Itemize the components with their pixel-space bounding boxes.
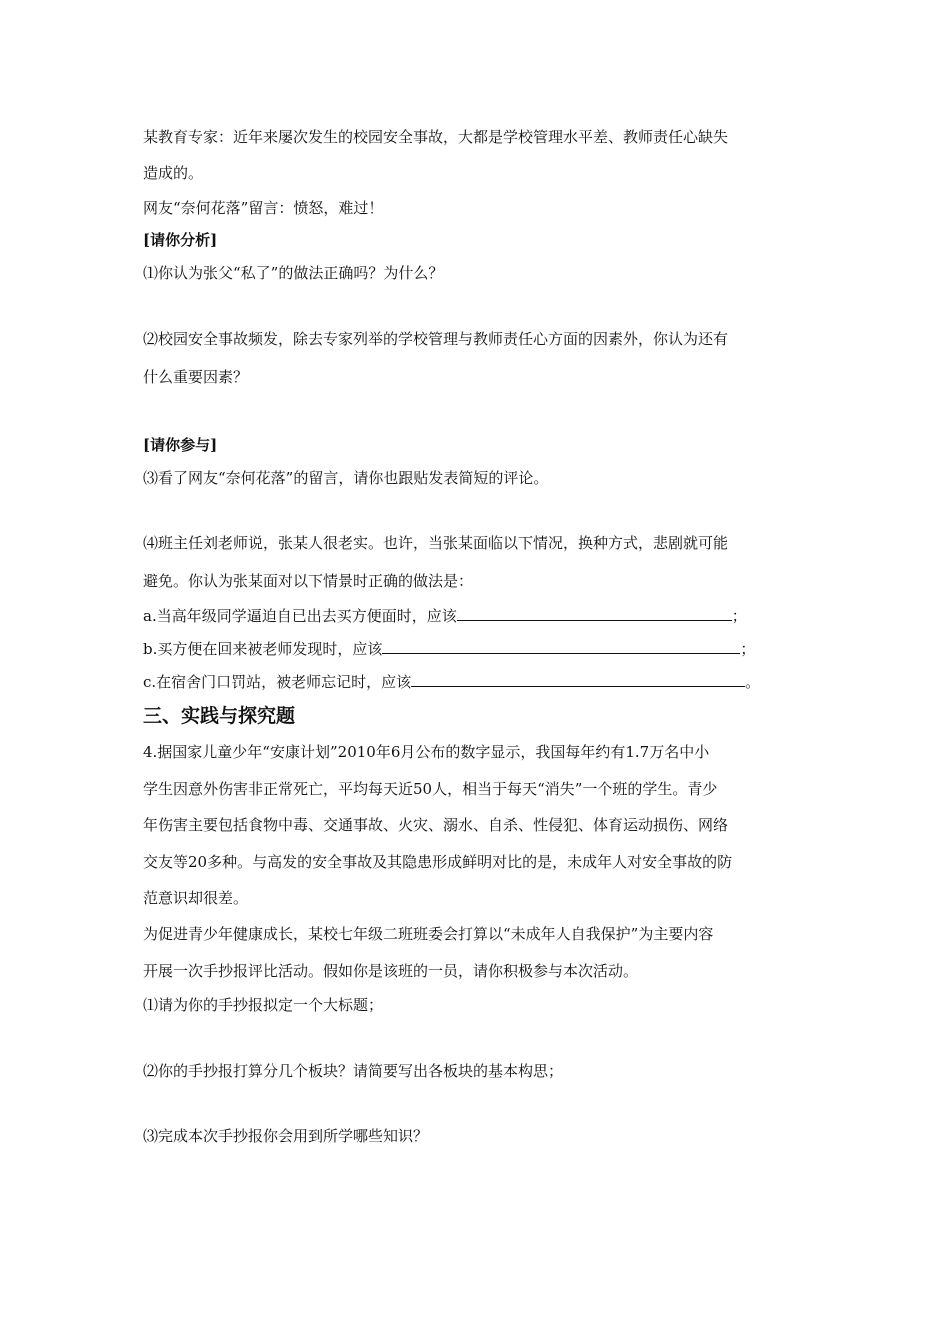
participation-question-4-line-1: ⑷班主任刘老师说，张某人很老实。也许，当张某面临以下情况，换种方式，悲剧就可能 xyxy=(143,534,729,552)
analysis-question-1: ⑴你认为张父“私了”的做法正确吗？为什么？ xyxy=(143,264,444,282)
answer-item-c xyxy=(143,671,760,692)
analysis-section-title: [请你分析] xyxy=(143,231,218,249)
answer-blank-b[interactable] xyxy=(382,638,740,654)
expert-line-1: 某教育专家：近年来屡次发生的校园安全事故，大都是学校管理水平差、教师责任心缺失 xyxy=(143,128,729,146)
answer-item-b-label: b.买方便在回来被老师发现时，应该 xyxy=(143,640,383,658)
netizen-comment: 网友“奈何花落”留言：愤怒，难过！ xyxy=(143,199,384,217)
answer-blank-a[interactable] xyxy=(457,605,732,621)
p4-line-5: 范意识却很差。 xyxy=(143,889,249,907)
answer-item-a-label: a.当高年级同学逼迫自已出去买方便面时，应该 xyxy=(143,607,457,625)
project-question-1: ⑴请为你的手抄报拟定一个大标题； xyxy=(143,996,384,1014)
answer-blank-c[interactable] xyxy=(411,671,745,687)
participation-question-3: ⑶看了网友“奈何花落”的留言，请你也跟贴发表简短的评论。 xyxy=(143,469,549,487)
p5-line-2: 开展一次手抄报评比活动。假如你是该班的一员，请你积极参与本次活动。 xyxy=(143,962,639,980)
analysis-question-2-line-1: ⑵校园安全事故频发，除去专家列举的学校管理与教师责任心方面的因素外，你认为还有 xyxy=(143,330,729,348)
answer-item-a-end: ； xyxy=(731,607,747,625)
p4-line-1: 4.据国家儿童少年“安康计划”2010年6月公布的数字显示，我国每年约有1.7万名中小 xyxy=(143,743,710,761)
participation-section-title: [请你参与] xyxy=(143,436,218,454)
p4-line-2: 学生因意外伤害非正常死亡，平均每天近50人，相当于每天“消失”一个班的学生。青少 xyxy=(143,780,718,798)
section-three-heading: 三、实践与探究题 xyxy=(143,705,296,727)
answer-item-c-label: c.在宿舍门口罚站，被老师忘记时，应该 xyxy=(143,673,412,691)
p4-line-4: 交友等20多种。与高发的安全事故及其隐患形成鲜明对比的是，未成年人对安全事故的防 xyxy=(143,853,733,871)
answer-item-a xyxy=(143,605,747,626)
answer-item-b xyxy=(143,638,755,659)
analysis-question-2-line-2: 什么重要因素？ xyxy=(143,368,249,386)
expert-line-2: 造成的。 xyxy=(143,164,204,182)
project-question-2: ⑵你的手抄报打算分几个板块？请简要写出各板块的基本构思； xyxy=(143,1062,564,1080)
answer-item-b-end: ； xyxy=(740,640,756,658)
p5-line-1: 为促进青少年健康成长，某校七年级二班班委会打算以“未成年人自我保护”为主要内容 xyxy=(143,925,714,943)
participation-question-4-line-2: 避免。你认为张某面对以下情景时正确的做法是： xyxy=(143,572,474,590)
answer-item-c-end: 。 xyxy=(745,673,761,691)
p4-line-3: 年伤害主要包括食物中毒、交通事故、火灾、溺水、自杀、性侵犯、体育运动损伤、网络 xyxy=(143,816,729,834)
project-question-3: ⑶完成本次手抄报你会用到所学哪些知识？ xyxy=(143,1127,429,1145)
